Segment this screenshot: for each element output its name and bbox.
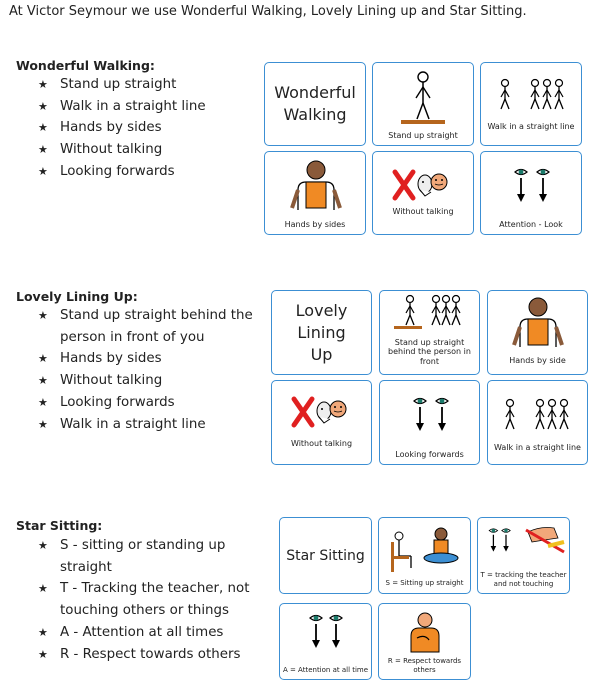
symbol-card-hands-by-side (487, 290, 588, 375)
intro-text: At Victor Seymour we use Wonderful Walking, Lovely Lining up and Star Sitting. (9, 4, 527, 19)
section-title-wonderful-walking: Wonderful Walking: (16, 58, 155, 73)
list-item: ★ R - Respect towards others (38, 644, 265, 666)
symbol-card-stand-behind (379, 290, 480, 375)
no-talking-icon (373, 152, 474, 235)
card-caption: S = Sitting up straight (385, 578, 464, 587)
symbol-card-attention-look (480, 151, 582, 235)
symbol-card-attention (279, 603, 372, 680)
card-caption: Walk in a straight line (487, 121, 575, 131)
symbol-card-title (279, 517, 372, 594)
card-title-text: Lovely Lining Up (295, 300, 348, 364)
card-title-text: Wonderful Walking (274, 83, 356, 124)
walking-line-icon (481, 63, 582, 146)
symbol-card-tracking-teacher (477, 517, 570, 594)
list-item: ★ Walk in a straight line (38, 96, 206, 118)
symbol-card-title (271, 290, 372, 375)
symbol-card-walk-straight-line (487, 380, 588, 465)
list-item: ★ A - Attention at all times (38, 622, 265, 644)
star-icon: ★ (38, 539, 48, 552)
card-caption: Attention - Look (499, 219, 563, 229)
star-icon: ★ (38, 143, 48, 157)
symbol-card-stand-up-straight (372, 62, 474, 146)
symbol-card-respect (378, 603, 471, 680)
card-caption: Hands by side (509, 355, 566, 365)
list-item: ★ Without talking (38, 139, 206, 161)
section-title-lovely-lining-up: Lovely Lining Up: (16, 289, 138, 304)
card-caption: A = Attention at all time (282, 665, 369, 674)
card-caption: T = tracking the teacher and not touching (480, 571, 567, 588)
card-caption: Walk in a straight line (494, 442, 581, 452)
list-item: ★ T - Tracking the teacher, not touching others or things (38, 578, 265, 621)
star-icon: ★ (38, 395, 48, 409)
star-icon: ★ (38, 417, 48, 431)
symbol-card-without-talking (271, 380, 372, 465)
star-icon: ★ (38, 582, 48, 596)
list-item: ★ Without talking (38, 370, 270, 392)
star-icon: ★ (38, 625, 48, 639)
walking-line-icon (488, 381, 588, 465)
list-item: ★ S - sitting or standing up straight (38, 535, 250, 578)
star-icon: ★ (38, 352, 48, 366)
star-icon: ★ (38, 164, 48, 178)
symbol-card-hands-by-sides (264, 151, 366, 235)
star-icon: ★ (38, 121, 48, 135)
star-icon: ★ (38, 99, 48, 113)
star-icon: ★ (38, 78, 48, 91)
list-item: ★ Hands by sides (38, 348, 270, 370)
no-talking-icon (272, 381, 372, 465)
list-item: ★ Looking forwards (38, 161, 206, 183)
list-item: ★ Walk in a straight line (38, 414, 270, 436)
card-caption: Stand up straight (388, 130, 458, 140)
list-item: ★ Hands by sides (38, 117, 206, 139)
star-icon: ★ (38, 309, 48, 322)
card-caption: Looking forwards (395, 449, 464, 459)
section-title-star-sitting: Star Sitting: (16, 518, 103, 533)
bullet-list-star-sitting (38, 535, 265, 665)
card-caption: Hands by sides (284, 219, 346, 229)
list-item: ★ Stand up straight (38, 74, 206, 96)
symbol-card-title (264, 62, 366, 146)
card-caption: Without talking (392, 206, 454, 216)
symbol-card-without-talking (372, 151, 474, 235)
symbol-card-looking-forwards (379, 380, 480, 465)
list-item: ★ Stand up straight behind the person in front of you (38, 305, 270, 348)
card-caption: Without talking (290, 438, 353, 448)
card-caption: Stand up straight behind the person in front (388, 337, 471, 366)
card-caption: R = Respect towards others (387, 657, 462, 674)
card-title-text: Star Sitting (286, 547, 365, 564)
star-icon: ★ (38, 374, 48, 388)
symbol-card-sitting-up-straight (378, 517, 471, 594)
bullet-list-lovely-lining-up (38, 305, 270, 435)
list-item: ★ Looking forwards (38, 392, 270, 414)
bullet-list-wonderful-walking (38, 74, 206, 183)
symbol-card-walk-straight-line (480, 62, 582, 146)
star-icon: ★ (38, 647, 48, 661)
